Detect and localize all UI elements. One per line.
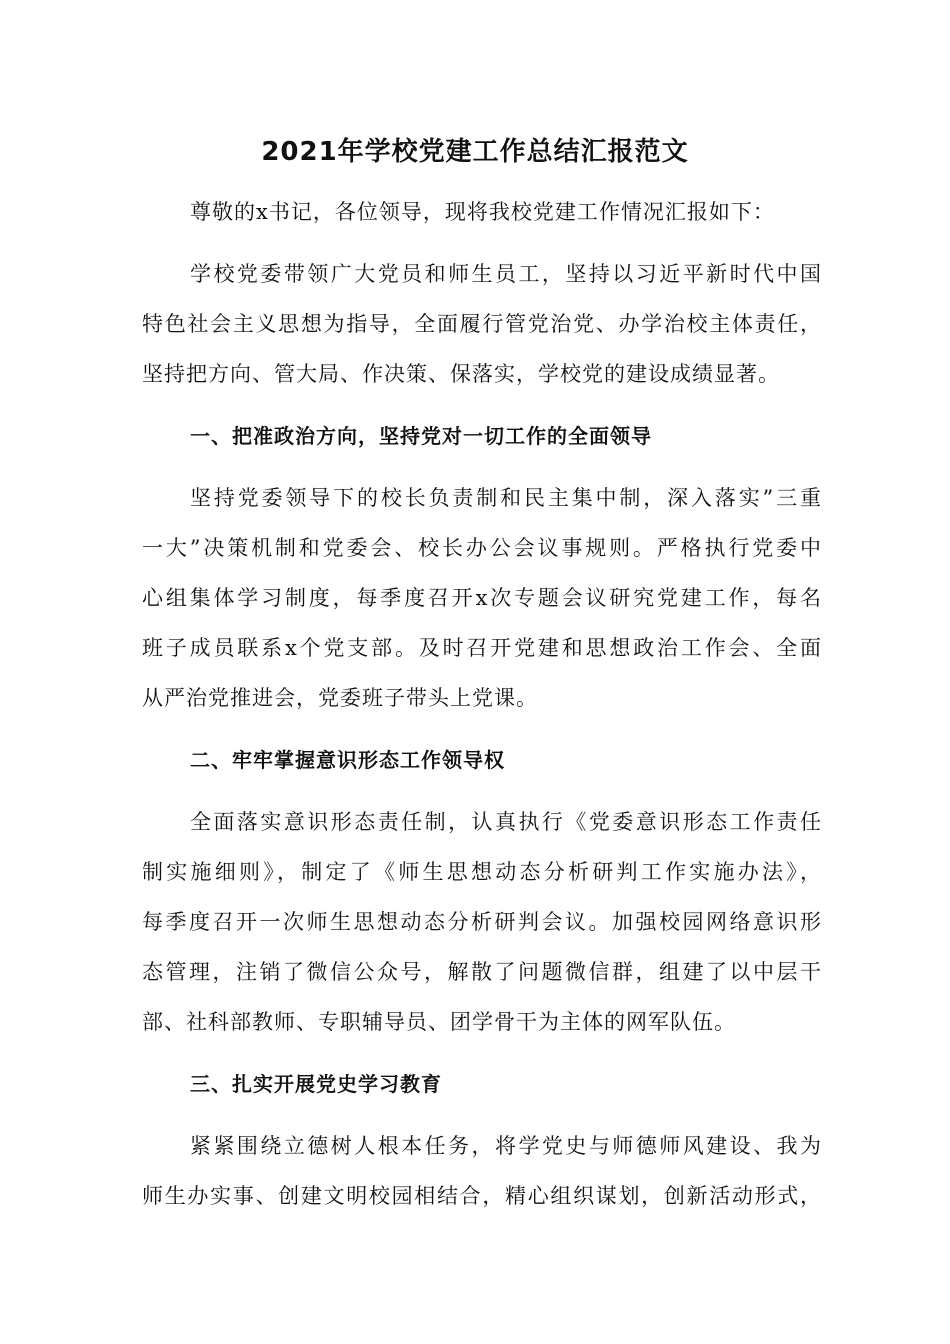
greeting-line: 尊敬的x书记，各位领导，现将我校党建工作情况汇报如下： bbox=[190, 200, 775, 224]
section-2-line-1: 全面落实意识形态责任制，认真执行《党委意识形态工作责任 bbox=[190, 810, 822, 834]
section-1-line-3: 心组集体学习制度，每季度召开x次专题会议研究党建工作，每名 bbox=[142, 586, 822, 610]
section-2-line-4: 态管理，注销了微信公众号，解散了问题微信群，组建了以中层干 bbox=[142, 960, 822, 984]
section-2-line-2: 制实施细则》，制定了《师生思想动态分析研判工作实施办法》， bbox=[142, 860, 822, 884]
intro-line-3: 坚持把方向、管大局、作决策、保落实，学校党的建设成绩显著。 bbox=[142, 362, 780, 386]
section-3-heading: 三、扎实开展党史学习教育 bbox=[190, 1072, 442, 1096]
section-3-line-1: 紧紧围绕立德树人根本任务，将学党史与师德师风建设、我为 bbox=[190, 1134, 822, 1158]
intro-line-2: 特色社会主义思想为指导，全面履行管党治党、办学治校主体责任， bbox=[142, 312, 822, 336]
section-1-line-2: 一大”决策机制和党委会、校长办公会议事规则。严格执行党委中 bbox=[142, 536, 822, 560]
section-1-heading: 一、把准政治方向，坚持党对一切工作的全面领导 bbox=[190, 424, 652, 448]
section-1-line-4: 班子成员联系x个党支部。及时召开党建和思想政治工作会、全面 bbox=[142, 636, 822, 660]
section-1-line-5: 从严治党推进会，党委班子带头上党课。 bbox=[142, 686, 538, 710]
document-title: 2021年学校党建工作总结汇报范文 bbox=[261, 137, 689, 167]
section-1-line-1: 坚持党委领导下的校长负责制和民主集中制，深入落实”三重 bbox=[190, 486, 822, 510]
intro-line-1: 学校党委带领广大党员和师生员工，坚持以习近平新时代中国 bbox=[190, 262, 822, 286]
section-2-heading: 二、牢牢掌握意识形态工作领导权 bbox=[190, 748, 505, 772]
section-2-line-3: 每季度召开一次师生思想动态分析研判会议。加强校园网络意识形 bbox=[142, 910, 822, 934]
section-3-line-2: 师生办实事、创建文明校园相结合，精心组织谋划，创新活动形式， bbox=[142, 1184, 822, 1208]
section-2-line-5: 部、社科部教师、专职辅导员、团学骨干为主体的网军队伍。 bbox=[142, 1010, 736, 1034]
